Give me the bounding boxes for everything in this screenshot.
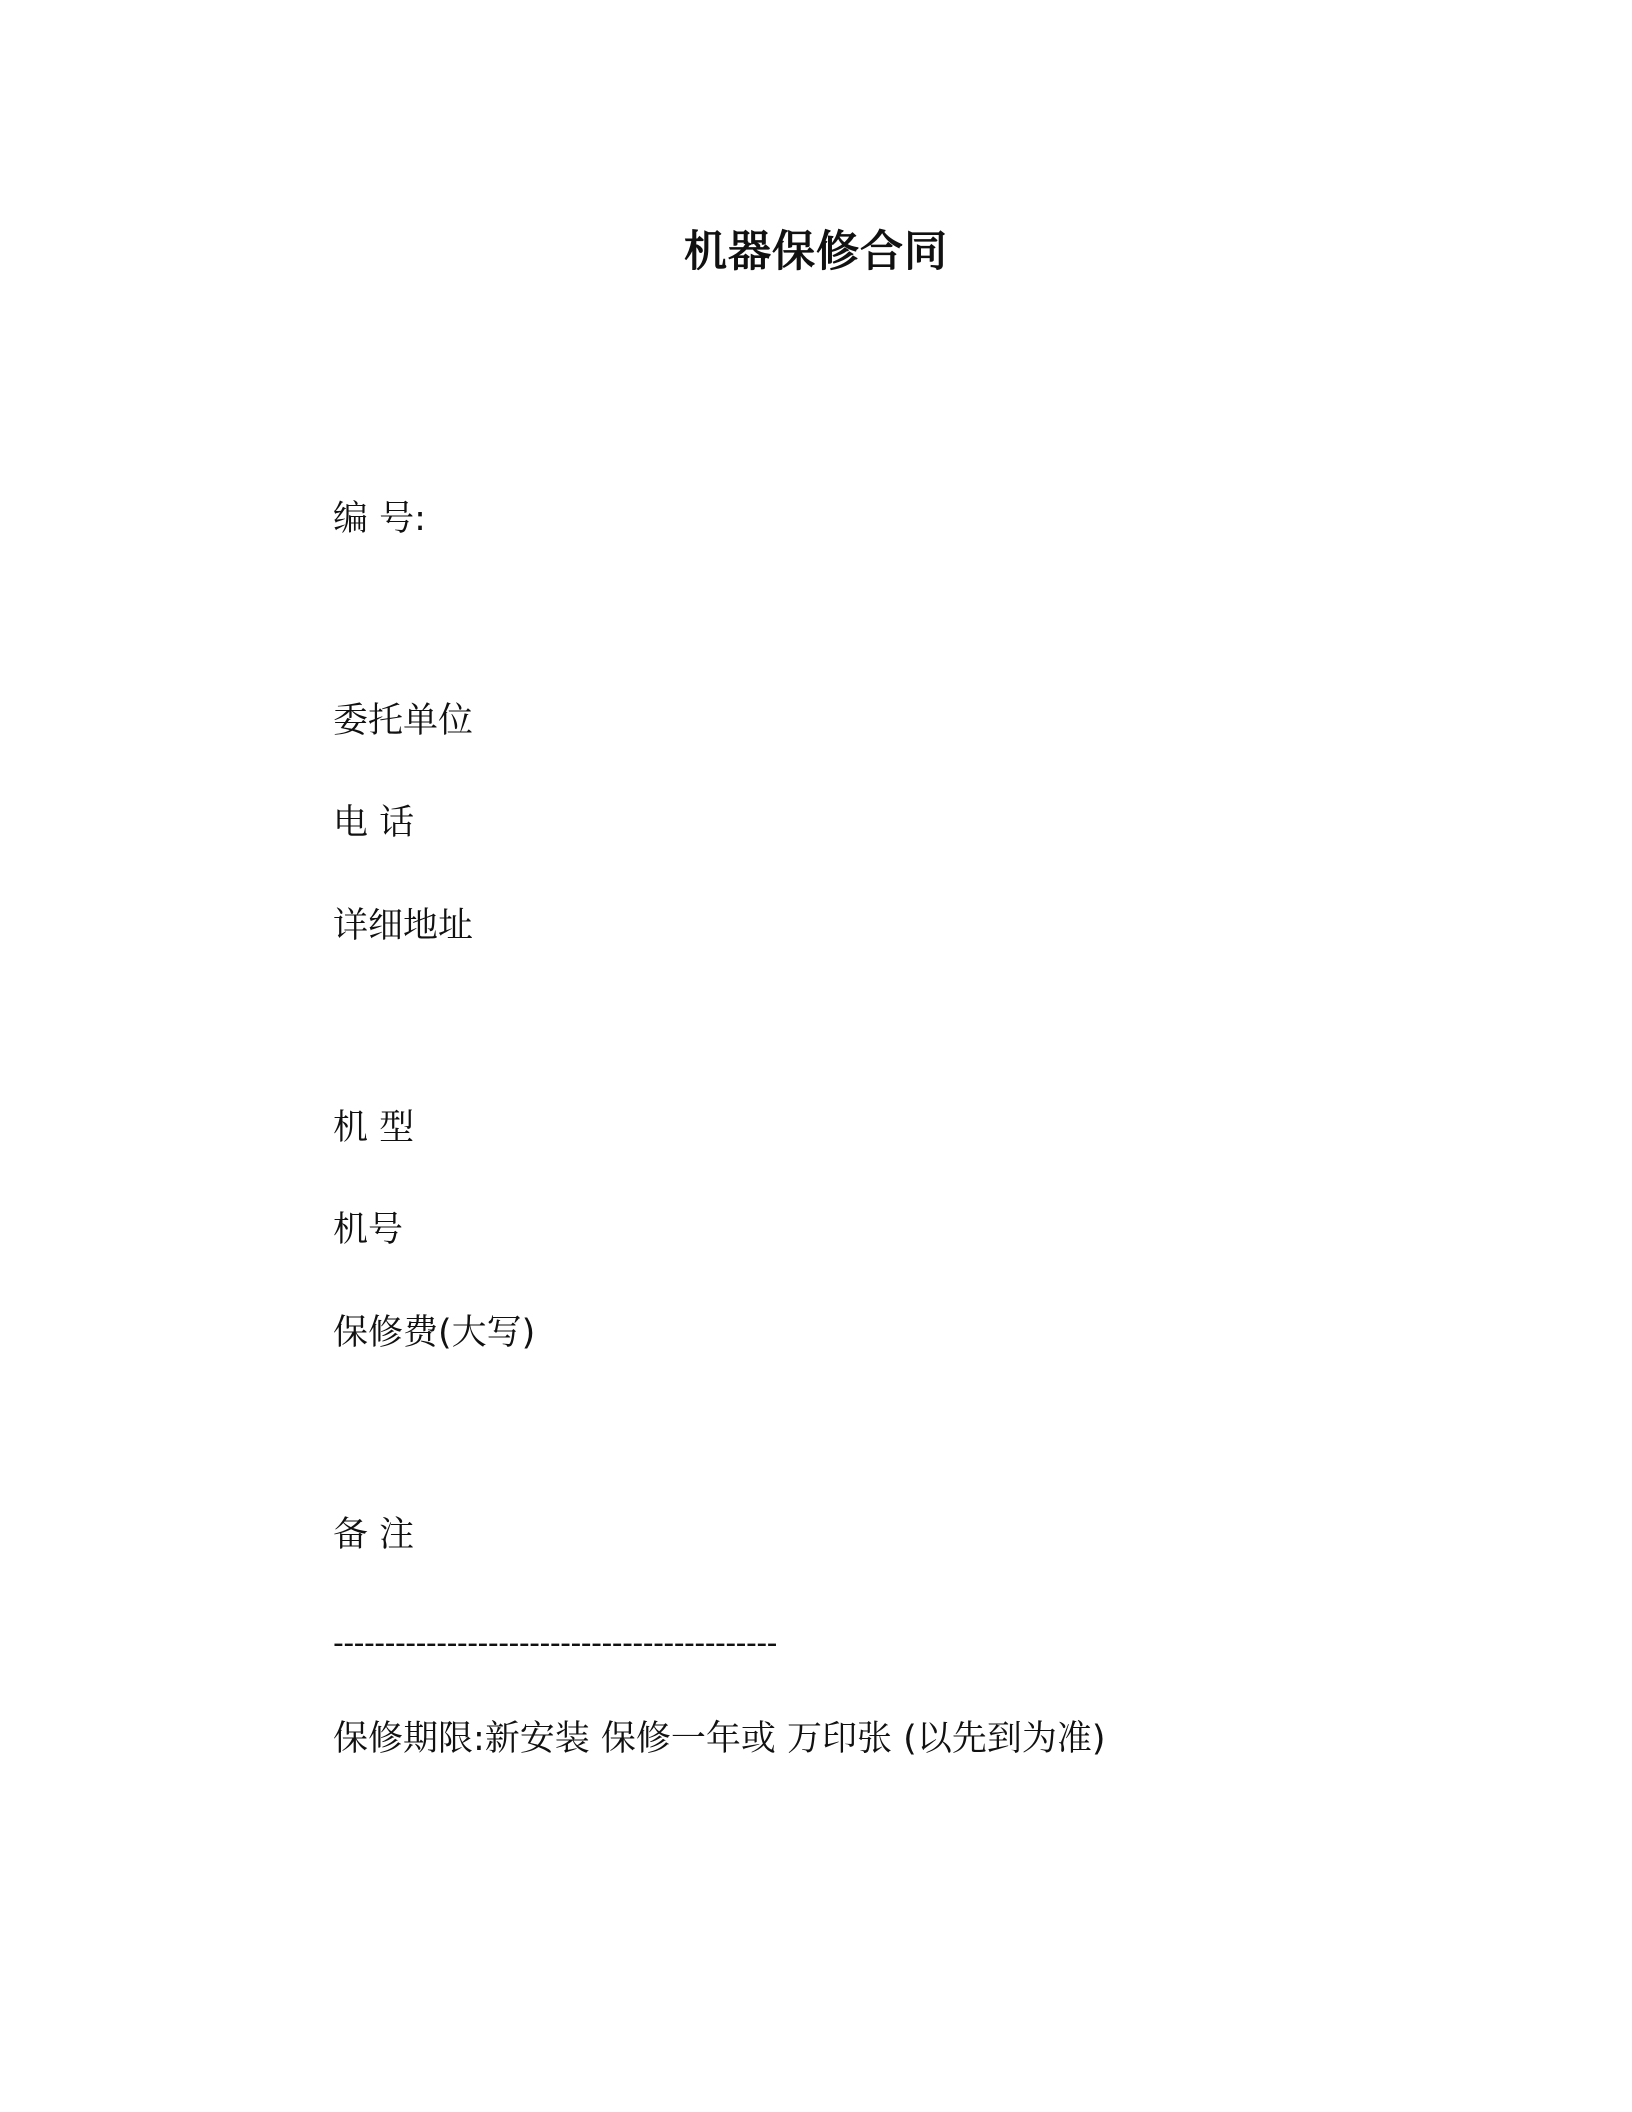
model-label: 机 型 bbox=[333, 1108, 415, 1148]
number-label: 编 号: bbox=[333, 499, 426, 539]
phone-label: 电 话 bbox=[333, 803, 415, 843]
separator-line: ------------------------------------------- bbox=[333, 1626, 777, 1661]
address-label: 详细地址 bbox=[333, 906, 474, 946]
client-unit-label: 委托单位 bbox=[333, 701, 474, 741]
warranty-term: 保修期限:新安装 保修一年或 万印张 (以先到为准) bbox=[333, 1719, 1106, 1759]
document-title: 机器保修合同 bbox=[684, 227, 948, 277]
fee-label: 保修费(大写) bbox=[333, 1313, 536, 1353]
machine-no-label: 机号 bbox=[333, 1210, 404, 1250]
remarks-label: 备 注 bbox=[333, 1515, 415, 1555]
